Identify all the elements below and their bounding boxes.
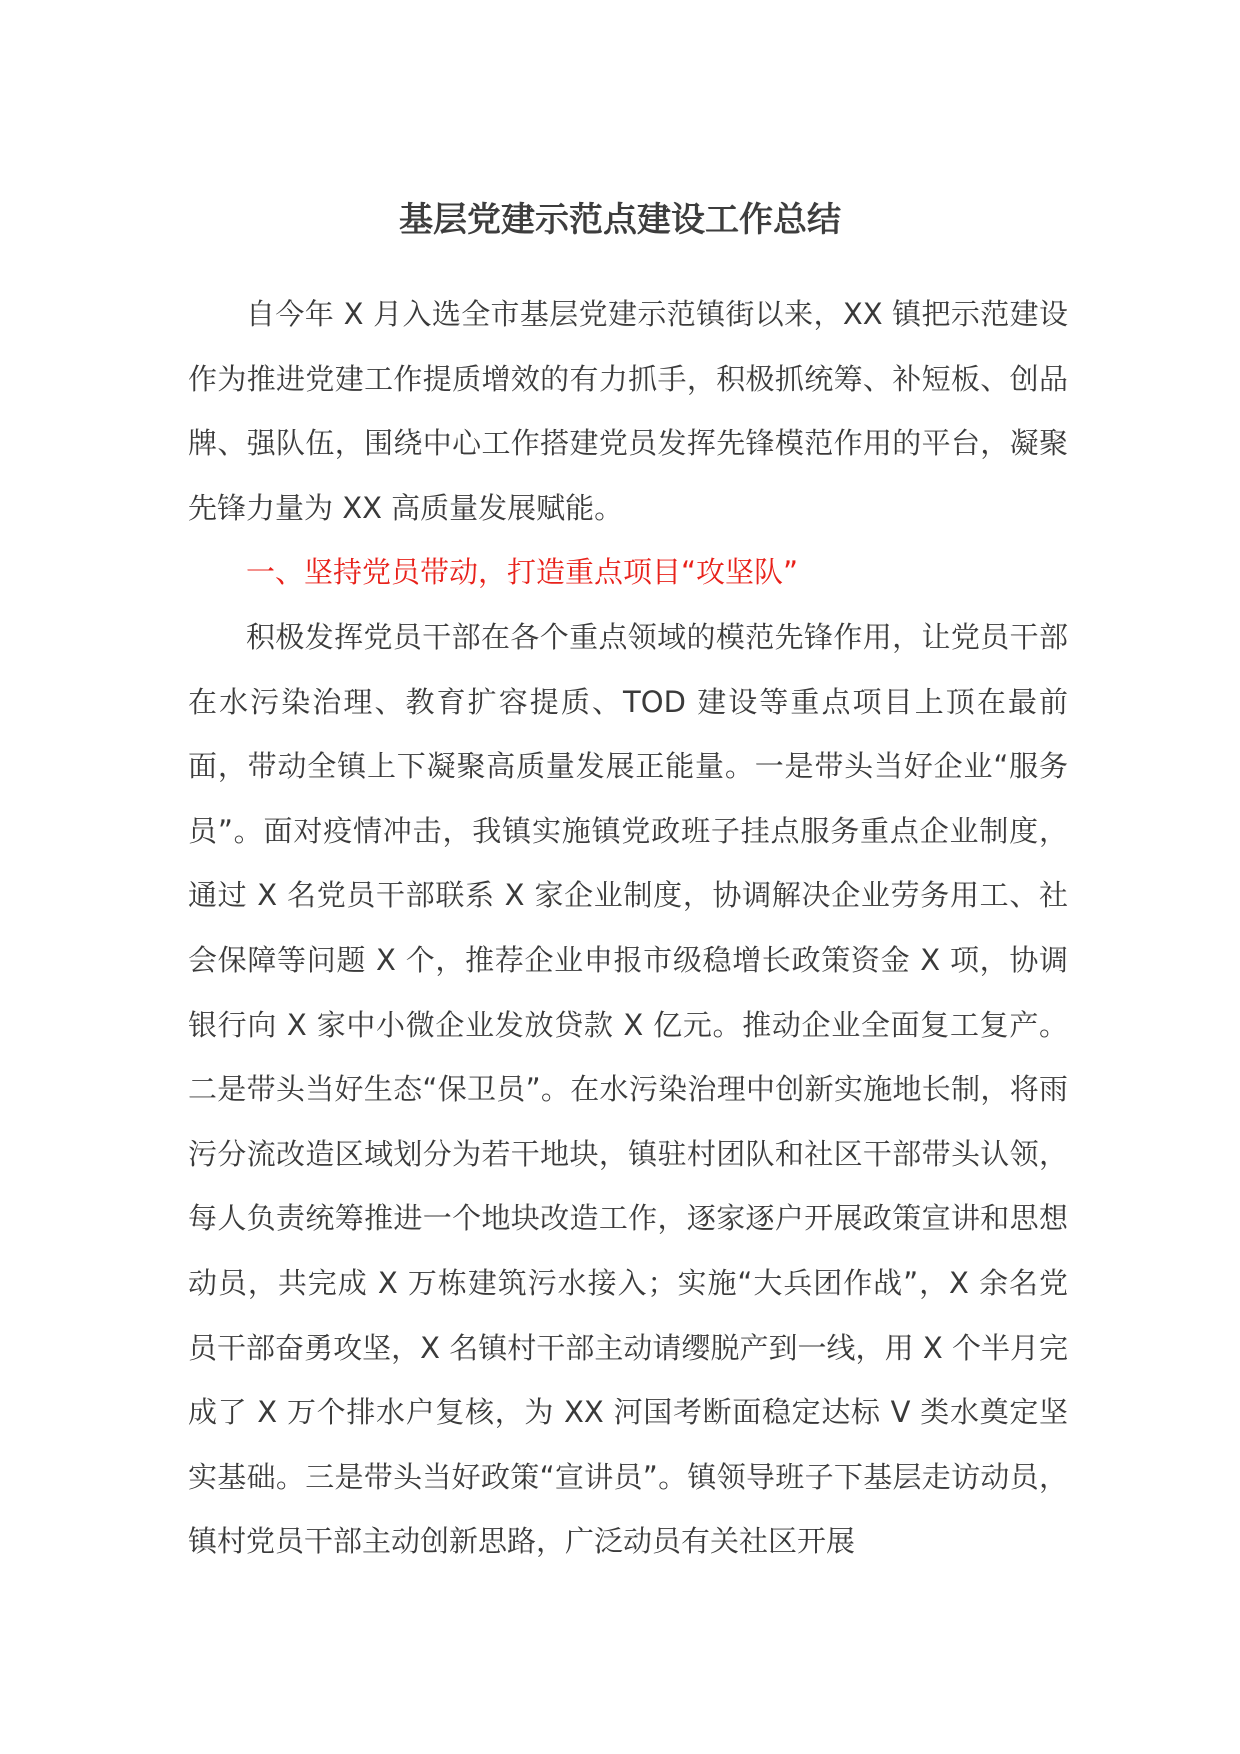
document-title: 基层党建示范点建设工作总结	[399, 200, 841, 240]
section-1-paragraph: 积极发挥党员干部在各个重点领域的模范先锋作用，让党员干部在水污染治理、教育扩容提质、TOD 建设等重点项目上顶在最前面，带动全镇上下凝聚高质量发展正能量。一是带头当好企业“服务员”。面对疫情冲击，我镇实施镇党政班子挂点服务重点企业制度，通过 X 名党员干部联系 X 家企业制度，协调解决企业劳务用工、社会保障等问题 X 个，推荐企业申报市级稳增长政策资金 X 项，协调银行向 X 家中小微企业发放贷款 X 亿元。推动企业全面复工复产。二是带头当好生态“保卫员”。在水污染治理中创新实施地长制，将雨污分流改造区域划分为若干地块，镇驻村团队和社区干部带头认领，每人负责统筹推进一个地块改造工作，逐家逐户开展政策宣讲和思想动员，共完成 X 万栋建筑污水接入；实施“大兵团作战”，X 余名党员干部奋勇攻坚，X 名镇村干部主动请缨脱产到一线，用 X 个半月完成了 X 万个排水户复核，为 XX 河国考断面稳定达标 V 类水奠定坚实基础。三是带头当好政策“宣讲员”。镇领导班子下基层走访动员，镇村党员干部主动创新思路，广泛动员有关社区开展	[188, 619, 1068, 1559]
intro-paragraph: 自今年 X 月入选全市基层党建示范镇街以来，XX 镇把示范建设作为推进党建工作提质增效的有力抓手，积极抓统筹、补短板、创品牌、强队伍，围绕中心工作搭建党员发挥先锋模范作用的平台，凝聚先锋力量为 XX 高质量发展赋能。	[188, 297, 1068, 525]
section-heading-1: 一、坚持党员带动，打造重点项目“攻坚队”	[246, 555, 799, 590]
document-body	[188, 282, 1068, 1574]
